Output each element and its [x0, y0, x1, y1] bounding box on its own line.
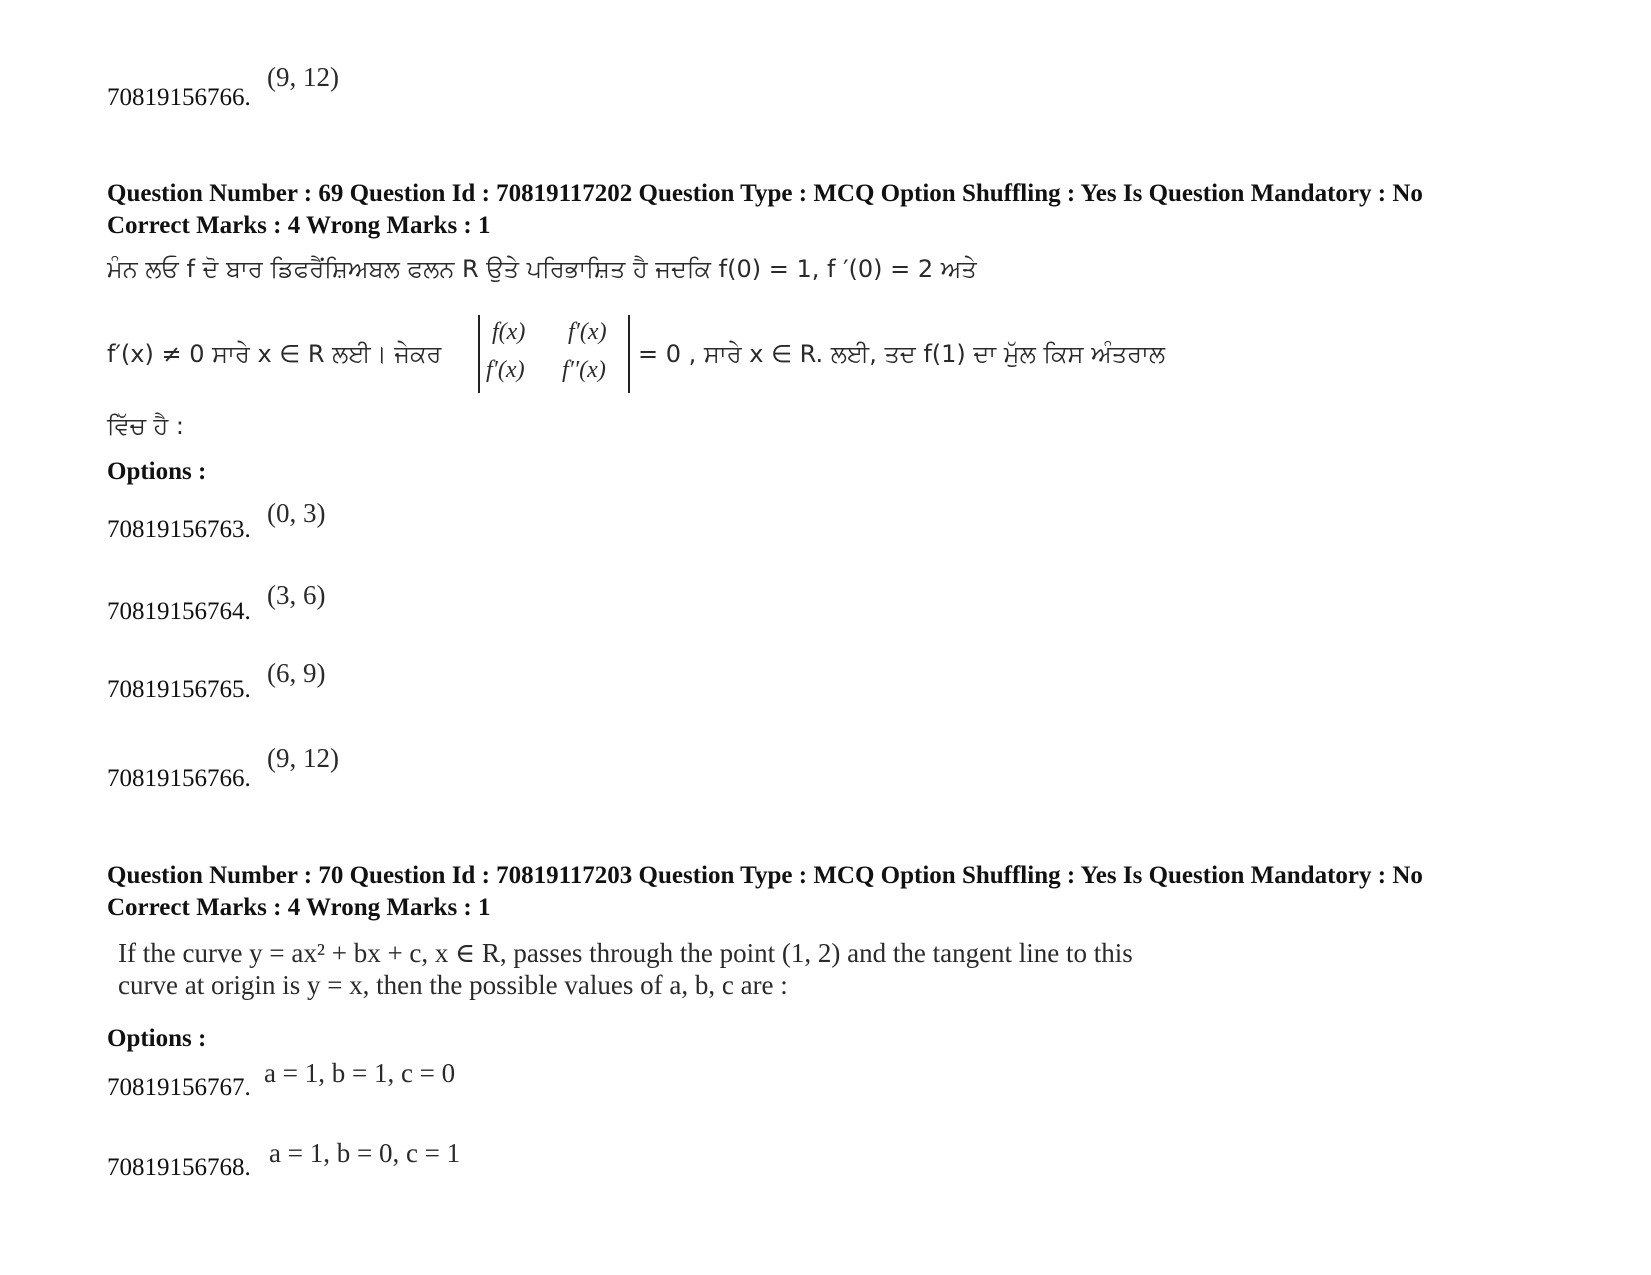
option-id: 70819156766.	[107, 765, 251, 792]
det-cell: f′′(x)	[562, 357, 606, 383]
question-69-marks: Correct Marks : 4 Wrong Marks : 1	[107, 212, 491, 239]
question-70-text-line2: curve at origin is y = x, then the possible values of a, b, c are :	[118, 970, 788, 1000]
question-69-text-line2-left: f′(x) ≠ 0 ਸਾਰੇ x ∈ R ਲਈ। ਜੇਕਰ	[107, 340, 442, 368]
question-69-meta: Question Number : 69 Question Id : 70819117202 Question Type : MCQ Option Shuffling : Yes Is Question Mandatory : No	[107, 180, 1423, 207]
det-cell: f′(x)	[486, 357, 525, 383]
option-id: 70819156766.	[107, 84, 251, 111]
option-id: 70819156765.	[107, 676, 251, 703]
option-value: (9, 12)	[267, 62, 339, 92]
option-value: (9, 12)	[267, 743, 339, 773]
question-70-text-line1: If the curve y = ax² + bx + c, x ∈ R, passes through the point (1, 2) and the tangent line to this	[118, 938, 1133, 968]
option-value: (6, 9)	[267, 658, 326, 688]
question-69-text-line1: ਮੰਨ ਲਓ f ਦੋ ਬਾਰ ਡਿਫਰੈਂਸ਼ਿਅਬਲ ਫਲਨ R ਉਤੇ ਪਰਿਭਾਸ਼ਿਤ ਹੈ ਜਦਕਿ f(0) = 1, f ′(0) = 2 ਅਤੇ	[107, 255, 977, 283]
det-cell: f(x)	[492, 319, 526, 345]
question-69-text-line2-right: = 0 , ਸਾਰੇ x ∈ R. ਲਈ, ਤਦ f(1) ਦਾ ਮੁੱਲ ਕਿਸ ਅੰਤਰਾਲ	[638, 340, 1166, 368]
options-label: Options :	[107, 1025, 207, 1052]
determinant	[478, 315, 630, 393]
option-id: 70819156764.	[107, 598, 251, 625]
option-value: (0, 3)	[267, 498, 326, 528]
option-value: (3, 6)	[267, 580, 326, 610]
options-label: Options :	[107, 458, 207, 485]
option-value: a = 1, b = 1, c = 0	[264, 1058, 456, 1088]
option-id: 70819156768.	[107, 1154, 251, 1181]
question-70-marks: Correct Marks : 4 Wrong Marks : 1	[107, 894, 491, 921]
option-id: 70819156763.	[107, 516, 251, 543]
question-70-meta: Question Number : 70 Question Id : 70819117203 Question Type : MCQ Option Shuffling : Yes Is Question Mandatory : No	[107, 862, 1423, 889]
question-69-text-line3: ਵਿੱਚ ਹੈ :	[107, 412, 185, 440]
det-cell: f′(x)	[568, 319, 607, 345]
option-value: a = 1, b = 0, c = 1	[269, 1138, 461, 1168]
option-id: 70819156767.	[107, 1074, 251, 1101]
